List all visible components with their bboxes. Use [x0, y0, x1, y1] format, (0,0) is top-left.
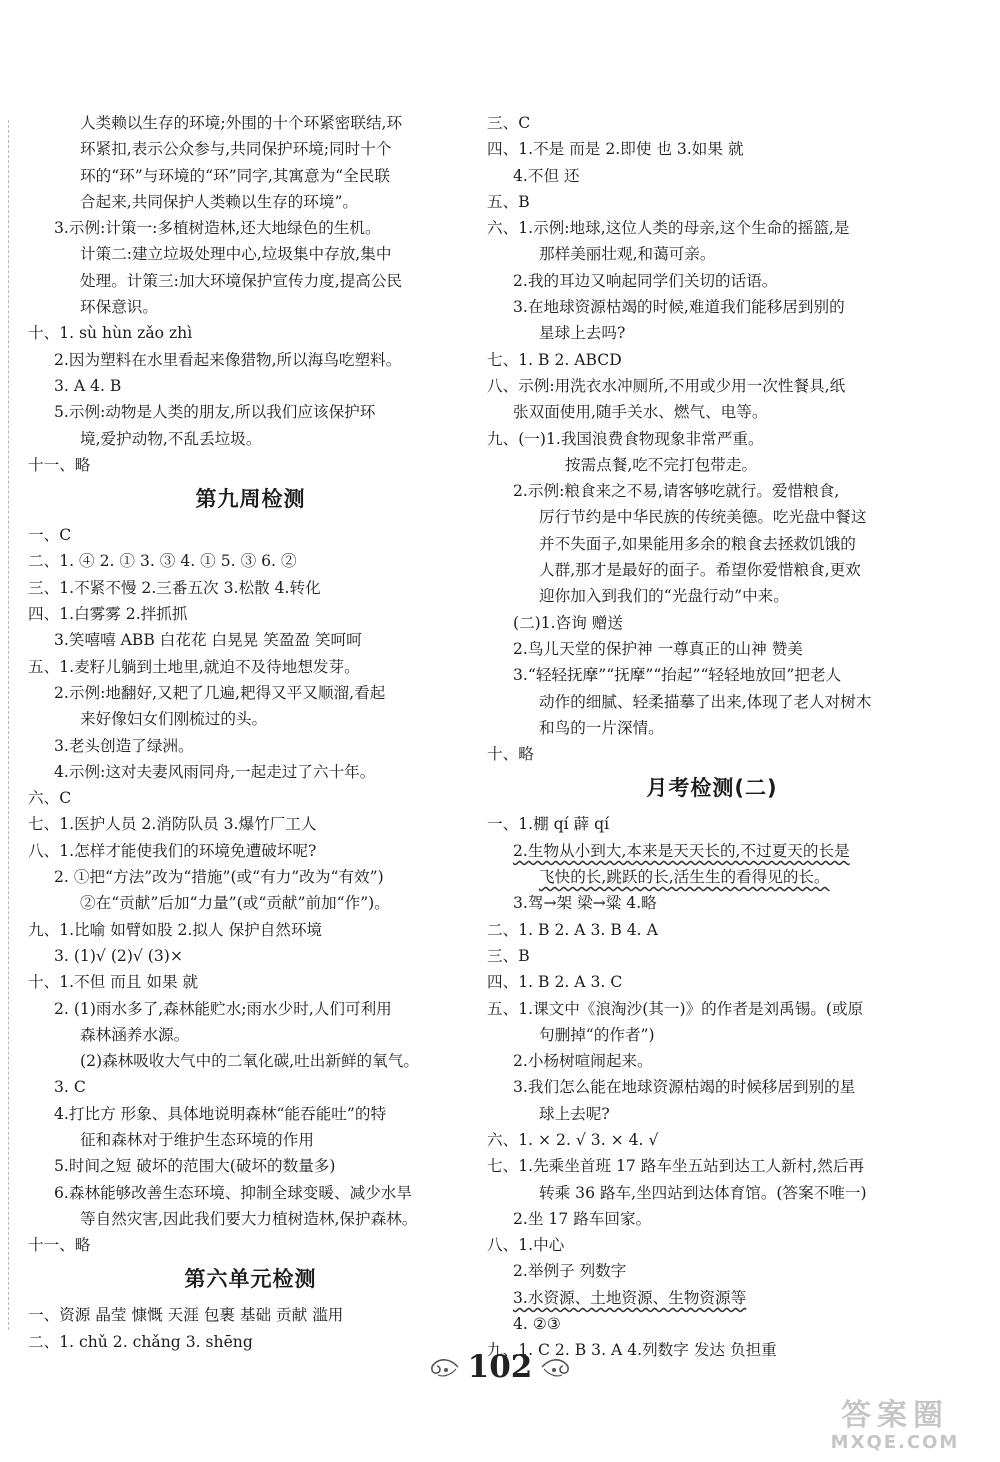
answer-text: 那样美丽壮观,和蔼可亲。 [539, 245, 716, 264]
answer-text: 4. ②③ [513, 1315, 561, 1334]
answer-text: 3.笑嘻嘻 ABB 白花花 白晃晃 笑盈盈 笑呵呵 [54, 631, 362, 650]
answer-text: 等自然灾害,因此我们要大力植树造林,保护森林。 [80, 1209, 418, 1228]
answer-line [28, 601, 473, 627]
answer-text: 星球上去吗? [539, 324, 626, 343]
answer-line [487, 426, 937, 452]
answer-column-left [28, 110, 473, 1355]
answer-line [487, 320, 937, 346]
answer-text: 来好像妇女们刚梳过的头。 [80, 710, 268, 729]
answer-line [487, 1153, 937, 1179]
answer-line [28, 1074, 473, 1100]
answer-line [28, 294, 473, 320]
answer-line [28, 163, 473, 189]
answer-text: 境,爱护动物,不乱丢垃圾。 [80, 429, 262, 448]
answer-line [487, 864, 937, 890]
answer-text: 飞快的长,跳跃的长,活生生的看得见的长。 [539, 868, 830, 887]
answer-text: 3. C [54, 1078, 86, 1097]
answer-text: 3.“轻轻抚摩”“抚摩”“抬起”“轻轻地放回”把老人 [513, 666, 842, 685]
answer-text: 球上去呢? [539, 1104, 610, 1123]
answer-text: 2.举例子 列数字 [513, 1262, 627, 1281]
answer-text: 并不失面子,如果能用多余的粮食去拯救饥饿的 [539, 534, 856, 553]
answer-text: 七、1.医护人员 2.消防队员 3.爆竹厂工人 [28, 815, 317, 834]
answer-line [487, 610, 937, 636]
answer-text: 5.时间之短 破坏的范围大(破坏的数量多) [54, 1157, 336, 1176]
answer-text: 2.因为塑料在水里看起来像猎物,所以海鸟吃塑料。 [54, 350, 402, 369]
left-flourish-icon [426, 1354, 460, 1380]
answer-text: 3.在地球资源枯竭的时候,难道我们能移居到别的 [513, 298, 845, 317]
answer-text: 3.我们怎么能在地球资源枯竭的时候移居到别的星 [513, 1078, 856, 1097]
answer-text: 张双面使用,随手关水、燃气、电等。 [513, 403, 768, 422]
answer-line [487, 969, 937, 995]
answer-text: 3.老头创造了绿洲。 [54, 736, 194, 755]
answer-line [487, 838, 937, 864]
answer-text: 八、示例:用洗衣水冲厕所,不用或少用一次性餐具,纸 [487, 376, 846, 395]
answer-text: (二)1.咨询 赠送 [513, 613, 623, 632]
answer-column-right [487, 110, 937, 1364]
section-heading [487, 771, 937, 805]
answer-text: 2. (1)雨水多了,森林能贮水;雨水少时,人们可利用 [54, 999, 392, 1018]
answer-text: 句删掉“的作者”) [539, 1025, 655, 1044]
answer-text: 七、1. B 2. ABCD [487, 350, 622, 369]
answer-line [28, 759, 473, 785]
answer-line [28, 189, 473, 215]
answer-line [487, 1206, 937, 1232]
answer-text: 六、1.示例:地球,这位人类的母亲,这个生命的摇篮,是 [487, 219, 850, 238]
answer-text: 和鸟的一片深情。 [539, 718, 664, 737]
answer-text: 九、1. C 2. B 3. A 4.列数字 发达 负担重 [487, 1341, 777, 1360]
answer-line [28, 680, 473, 706]
answer-text: 二、1. chǔ 2. chǎng 3. shēng [28, 1332, 253, 1351]
answer-line [487, 890, 937, 916]
answer-line [28, 452, 473, 478]
answer-line [487, 1258, 937, 1284]
answer-line [487, 189, 937, 215]
answer-text: 2.坐 17 路车回家。 [513, 1209, 652, 1228]
answer-text: 6.森林能够改善生态环境、抑制全球变暖、减少水旱 [54, 1183, 412, 1202]
answer-line [28, 347, 473, 373]
answer-text: 人群,那才是最好的面子。希望你爱惜粮食,更欢 [539, 561, 861, 580]
answer-line [28, 1048, 473, 1074]
answer-line [28, 706, 473, 732]
answer-line [28, 399, 473, 425]
answer-line [487, 583, 937, 609]
answer-line [487, 662, 937, 688]
column-divider [8, 120, 9, 1330]
answer-text: 环紧扣,表示公众参与,共同保护环境;同时十个 [80, 140, 392, 159]
answer-text: 四、1.白雾雾 2.拌抓抓 [28, 605, 188, 624]
answer-text: 迎你加入到我们的“光盘行动”中来。 [539, 587, 789, 606]
answer-line [28, 1302, 473, 1328]
answer-line [487, 136, 937, 162]
watermark-en: MXQE.COM [830, 1432, 960, 1453]
answer-text: 计策二:建立垃圾处理中心,垃圾集中存放,集中 [80, 245, 392, 264]
answer-line [28, 136, 473, 162]
answer-line [28, 864, 473, 890]
answer-text: 环的“环”与环境的“环”同字,其寓意为“全民联 [80, 166, 390, 185]
answer-line [28, 426, 473, 452]
answer-text: 一、C [28, 526, 72, 545]
answer-line [487, 1232, 937, 1258]
answer-line [487, 557, 937, 583]
answer-line [487, 811, 937, 837]
answer-text: 一、1.棚 qí 薜 qí [487, 815, 610, 834]
answer-line [487, 1311, 937, 1337]
answer-text: 三、1.不紧不慢 2.三番五次 3.松散 4.转化 [28, 578, 321, 597]
answer-text: 四、1.不是 而是 2.即使 也 3.如果 就 [487, 140, 744, 159]
answer-line [28, 943, 473, 969]
answer-text: 六、1. × 2. √ 3. × 4. √ [487, 1130, 659, 1149]
answer-text: 四、1. B 2. A 3. C [487, 973, 623, 992]
answer-line [28, 838, 473, 864]
answer-text: 转乘 36 路车,坐四站到达体育馆。(答案不唯一) [539, 1183, 867, 1202]
answer-text: 十、略 [487, 745, 534, 764]
answer-line [487, 1074, 937, 1100]
answer-line [28, 733, 473, 759]
answer-line [28, 654, 473, 680]
answer-text: 动作的细腻、轻柔描摹了出来,体现了老人对树木 [539, 692, 872, 711]
answer-text: 九、(一)1.我国浪费食物现象非常严重。 [487, 429, 764, 448]
answer-line [487, 1180, 937, 1206]
answer-text: 2. ①把“方法”改为“措施”(或“有力”改为“有效”) [54, 868, 384, 887]
answer-line [487, 917, 937, 943]
answer-text: 2.小杨树喧闹起来。 [513, 1052, 653, 1071]
answer-text: 4.不但 还 [513, 166, 580, 185]
answer-text: 十、1.不但 而且 如果 就 [28, 973, 199, 992]
answer-text: 2.示例:粮食来之不易,请客够吃就行。爱惜粮食, [513, 482, 840, 501]
answer-line [28, 811, 473, 837]
section-heading-text: 月考检测(二) [646, 776, 778, 801]
answer-text: 征和森林对于维护生态环境的作用 [80, 1130, 314, 1149]
answer-line [487, 373, 937, 399]
answer-text: 3. A 4. B [54, 376, 122, 395]
answer-line [487, 636, 937, 662]
answer-text: 2.示例:地翻好,又耙了几遍,耙得又平又顺溜,看起 [54, 683, 386, 702]
answer-line [487, 347, 937, 373]
answer-line [28, 1206, 473, 1232]
answer-text: 2.我的耳边又响起同学们关切的话语。 [513, 271, 778, 290]
answer-line [487, 1127, 937, 1153]
answer-text: 三、B [487, 946, 530, 965]
answer-line [28, 1127, 473, 1153]
answer-line [487, 715, 937, 741]
answer-line [28, 890, 473, 916]
answer-line [28, 996, 473, 1022]
answer-line [28, 320, 473, 346]
answer-text: 十、1. sù hùn zǎo zhì [28, 324, 193, 343]
answer-line [487, 689, 937, 715]
answer-line [28, 522, 473, 548]
answer-text: 2.生物从小到大,本来是天天长的,不过夏天的长是 [513, 841, 850, 860]
answer-text: ②在“贡献”后加“力量”(或“贡献”前加“作”)。 [80, 894, 390, 913]
answer-line [487, 268, 937, 294]
answer-text: 环保意识。 [80, 298, 158, 317]
answer-line [28, 1180, 473, 1206]
answer-text: 五、1.麦籽儿躺到土地里,就迫不及待地想发芽。 [28, 657, 360, 676]
answer-line [487, 504, 937, 530]
answer-line [487, 215, 937, 241]
answer-line [28, 268, 473, 294]
answer-line [487, 741, 937, 767]
answer-text: 五、1.课文中《浪淘沙(其一)》的作者是刘禹锡。(或原 [487, 999, 864, 1018]
answer-text: 4.打比方 形象、具体地说明森林“能吞能吐”的特 [54, 1104, 387, 1123]
answer-line [28, 1022, 473, 1048]
answer-line [487, 1022, 937, 1048]
answer-text: 3.示例:计策一:多植树造林,还大地绿色的生机。 [54, 219, 381, 238]
answer-line [28, 785, 473, 811]
answer-line [28, 917, 473, 943]
answer-text: 七、1.先乘坐首班 17 路车坐五站到达工人新村,然后再 [487, 1157, 865, 1176]
answer-text: 3.水资源、土地资源、生物资源等 [513, 1288, 747, 1307]
answer-text: 厉行节约是中华民族的传统美德。吃光盘中餐这 [539, 508, 867, 527]
answer-line [28, 575, 473, 601]
answer-text: 按需点餐,吃不完打包带走。 [565, 455, 758, 474]
answer-line [28, 110, 473, 136]
answer-line [28, 627, 473, 653]
answer-text: 2.鸟儿天堂的保护神 一尊真正的山神 赞美 [513, 639, 803, 658]
answer-line [28, 1153, 473, 1179]
answer-line [487, 399, 937, 425]
answer-text: 二、1. ④ 2. ① 3. ③ 4. ① 5. ③ 6. ② [28, 552, 297, 571]
answer-text: 六、C [28, 789, 72, 808]
answer-text: 二、1. B 2. A 3. B 4. A [487, 920, 658, 939]
watermark-cn: 答案圈 [841, 1398, 949, 1433]
answer-line [28, 215, 473, 241]
answer-line [487, 110, 937, 136]
answer-line [487, 478, 937, 504]
page-number: 102 [467, 1349, 533, 1385]
answer-line [28, 373, 473, 399]
answer-line [487, 1048, 937, 1074]
answer-text: (2)森林吸收大气中的二氧化碳,吐出新鲜的氧气。 [80, 1052, 419, 1071]
answer-text: 一、资源 晶莹 慷慨 天涯 包裹 基础 贡献 滥用 [28, 1306, 344, 1325]
answer-text: 3. (1)√ (2)√ (3)× [54, 946, 183, 965]
answer-text: 森林涵养水源。 [80, 1025, 190, 1044]
answer-text: 人类赖以生存的环境;外围的十个环紧密联结,环 [80, 114, 403, 132]
section-heading-text: 第九周检测 [195, 487, 306, 512]
answer-text: 三、C [487, 114, 531, 132]
answer-text: 五、B [487, 192, 530, 211]
answer-line [487, 531, 937, 557]
answer-line [28, 969, 473, 995]
section-heading [28, 482, 473, 516]
answer-line [487, 241, 937, 267]
answer-text: 4.示例:这对夫妻风雨同舟,一起走过了六十年。 [54, 762, 376, 781]
page-footer [0, 1342, 1000, 1392]
answer-text: 八、1.中心 [487, 1236, 565, 1255]
answer-text: 十一、略 [28, 1236, 91, 1255]
watermark-logo [800, 1400, 990, 1458]
answer-text: 5.示例:动物是人类的朋友,所以我们应该保护环 [54, 403, 376, 422]
answer-line [487, 1101, 937, 1127]
answer-line [487, 163, 937, 189]
answer-text: 3.驾→架 梁→粱 4.略 [513, 894, 657, 913]
section-heading [28, 1262, 473, 1296]
answer-line [28, 1232, 473, 1258]
answer-text: 十一、略 [28, 455, 91, 474]
section-heading-text: 第六单元检测 [184, 1267, 317, 1292]
answer-line [487, 452, 937, 478]
answer-text: 九、1.比喻 如臂如股 2.拟人 保护自然环境 [28, 920, 323, 939]
right-flourish-icon [540, 1354, 574, 1380]
answer-text: 合起来,共同保护人类赖以生存的环境”。 [80, 192, 359, 211]
answer-line [487, 943, 937, 969]
answer-line [28, 548, 473, 574]
answer-line [28, 241, 473, 267]
answer-line [487, 996, 937, 1022]
answer-line [487, 294, 937, 320]
answer-text: 八、1.怎样才能使我们的环境免遭破坏呢? [28, 841, 317, 860]
answer-text: 处理。计策三:加大环境保护宣传力度,提高公民 [80, 271, 403, 290]
answer-line [28, 1101, 473, 1127]
answer-line [487, 1285, 937, 1311]
